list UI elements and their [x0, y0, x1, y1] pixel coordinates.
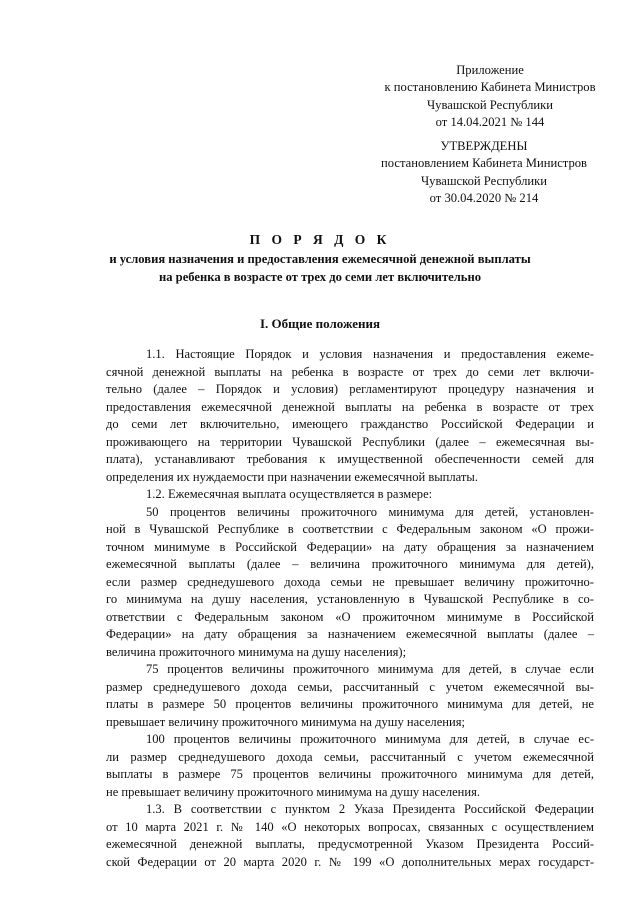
subtitle-line: и условия назначения и предоставления ежемесячной денежной выплаты: [109, 252, 531, 266]
body-line: предоставления ежемесячной денежной выплаты на ребенка в возрасте от трех: [106, 399, 594, 414]
body-line: Федерации» на дату обращения за назначением ежемесячной выплаты (далее –: [106, 627, 594, 641]
body-line: от 10 марта 2021 г. № 140 «О некоторых вопросах, связанных с осуществлением: [106, 819, 594, 834]
body-line: превышает величину прожиточного минимума на душу населения;: [106, 714, 465, 729]
body-line: выплаты в размере 75 процентов величины прожиточного минимума для детей,: [106, 767, 594, 781]
body-line: ответствии с Федеральным законом «О прожиточном минимуме в Российской: [106, 609, 594, 624]
appendix-line: Приложение: [456, 63, 524, 77]
body-line: ежемесячной денежной выплаты, предусмотренной Указом Президента Россий-: [106, 837, 594, 851]
appendix-block: [380, 62, 600, 132]
body-line: 1.2. Ежемесячная выплата осуществляется в размере:: [146, 487, 433, 501]
body-line: величина прожиточного минимума на душу населения);: [106, 644, 407, 659]
body-line: до семи лет включительно, имеющего гражданство Российской Федерации и: [106, 417, 594, 431]
body-line: ежемесячной выплаты (далее – величина прожиточного минимума для детей),: [106, 557, 594, 571]
body-line: определения их нуждаемости при назначении ежемесячной выплаты.: [106, 469, 478, 484]
body-line: платы в размере 50 процентов величины прожиточного минимума для детей, не: [106, 697, 594, 711]
appendix-line: Чувашской Республики: [427, 97, 553, 112]
body-line: сячной денежной выплаты на ребенка в возрасте от трех до семи лет включи-: [106, 364, 594, 379]
approved-line: от 30.04.2020 № 214: [429, 191, 539, 206]
body-line: 75 процентов величины прожиточного минимума для детей, в случае если: [146, 662, 594, 676]
document-title: П О Р Я Д О К: [249, 232, 391, 247]
approved-block: [364, 138, 604, 208]
body-line: если размер среднедушевого дохода семьи не превышает величину прожиточно-: [106, 574, 594, 589]
appendix-line: от 14.04.2021 № 144: [435, 115, 545, 130]
body-line: ской Федерации от 20 марта 2020 г. № 199 «О дополнительных мерах государст-: [106, 854, 594, 869]
body-line: не превышает величину прожиточного минимума на душу населения.: [106, 784, 481, 799]
body-line: 50 процентов величины прожиточного минимума для детей, установлен-: [146, 504, 594, 519]
body-line: 1.1. Настоящие Порядок и условия назначения и предоставления ежеме-: [146, 347, 594, 361]
body-line: тельно (далее – Порядок и условия) регламентируют процедуру назначения и: [106, 382, 594, 396]
approved-line: Чувашской Республики: [421, 173, 547, 188]
body-line: плата), устанавливают требования к имущественной обеспеченности семей для: [106, 452, 594, 466]
appendix-line: к постановлению Кабинета Министров: [384, 80, 596, 95]
document-subtitle: [0, 251, 640, 286]
body-line: 1.3. В соответствии с пунктом 2 Указа Президента Российской Федерации: [146, 802, 594, 816]
body-line: точном минимуме в Российской Федерации» на дату обращения за назначением: [106, 539, 594, 554]
body-line: 100 процентов величины прожиточного минимума для детей, в случае ес-: [146, 732, 594, 746]
body-line: размер среднедушевого дохода семьи, рассчитанный с учетом ежемесячной вы-: [106, 679, 594, 694]
approved-line: УТВЕРЖДЕНЫ: [440, 139, 528, 153]
body-line: го минимума на душу населения, установленную в Чувашской Республике в со-: [106, 592, 594, 606]
section-heading: I. Общие положения: [260, 316, 380, 331]
subtitle-line: на ребенка в возрасте от трех до семи лет включительно: [158, 269, 481, 284]
body-line: проживающего на территории Чувашской Республики (далее – ежемесячная вы-: [106, 434, 594, 449]
body-line: ли размер среднедушевого дохода семьи, рассчитанный с учетом ежемесячной: [106, 749, 594, 764]
approved-line: постановлением Кабинета Министров: [381, 156, 587, 171]
body-line: ной в Чувашской Республике в соответствии с Федеральным законом «О прожи-: [106, 522, 594, 536]
